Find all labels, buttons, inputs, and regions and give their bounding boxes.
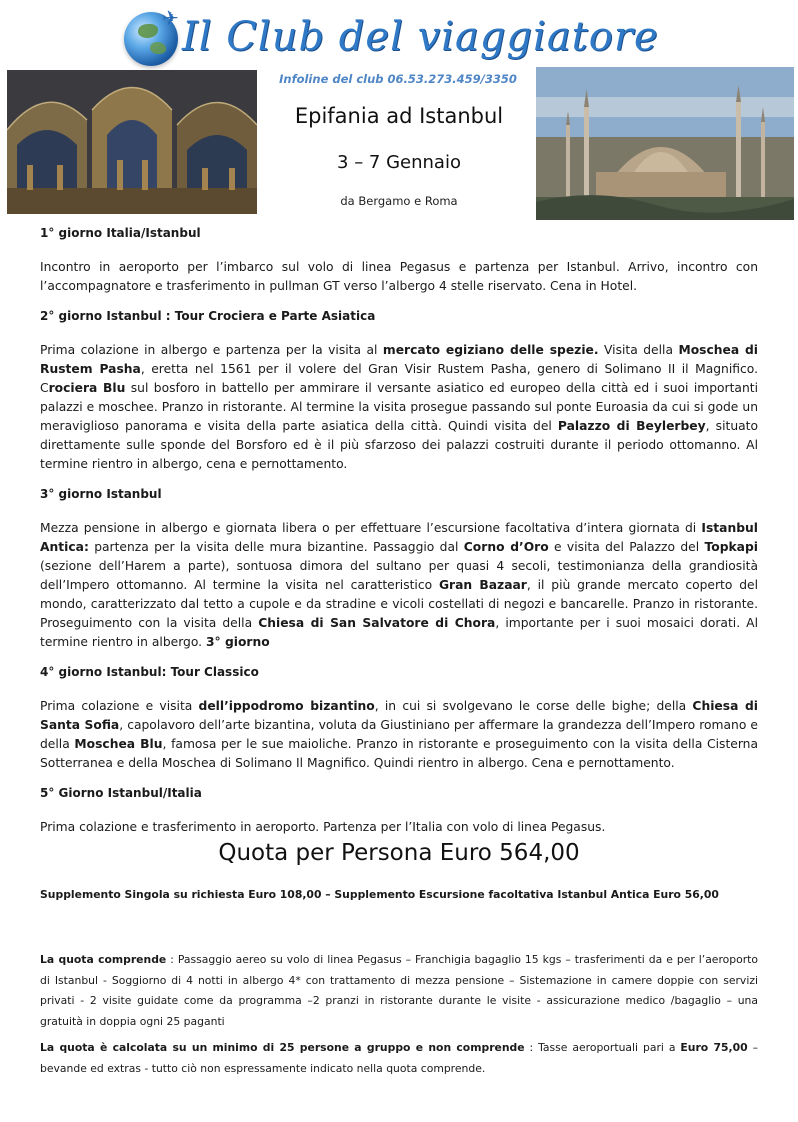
highlighted-text: Topkapi bbox=[704, 540, 758, 554]
non-comprende-label: La quota è calcolata su un minimo di 25 persone a gruppo e non comprende bbox=[40, 1041, 525, 1054]
highlighted-text: Gran Bazaar bbox=[438, 578, 527, 592]
highlighted-text: rociera Blu bbox=[48, 381, 126, 395]
club-logo bbox=[124, 6, 664, 66]
day-1 bbox=[40, 226, 758, 296]
comprende-text: : Passaggio aereo su volo di linea Pegasus – Franchigia bagaglio 15 kgs – trasferimenti da e per l’aeroporto di Istanbul - Soggiorno di 4 notti in albergo 4* con trattamento di mezza pensione – Sistemazione in camere doppie con servizi privati - 2 visite guidate come da programma –2 pranzi in ristorante durante le visite - assicurazione medico /bagaglio – una gratuità in doppia ogni 25 paganti bbox=[40, 953, 758, 1028]
text-run: , importante per i suoi mosaici dorati. Al termine rientro in albergo. bbox=[40, 616, 759, 649]
highlighted-text: Chiesa di Santa Sofia bbox=[40, 699, 758, 732]
airplane-icon: ✈ bbox=[162, 6, 179, 30]
text-run: Mezza pensione in albergo e giornata libera o per effettuare l’escursione facoltativa d’intera giornata di bbox=[40, 521, 702, 535]
infoline: Infoline del club 06.53.273.459/3350 bbox=[279, 72, 517, 86]
highlighted-text: Palazzo di Beylerbey bbox=[557, 419, 706, 433]
highlighted-text: Moschea di Rustem Pasha bbox=[40, 343, 758, 376]
text-run: sul bosforo in battello per ammirare il versante asiatico ed europeo della città ed i suoi importanti palazzi e moschee. Pranzo in ristorante. Al termine la visita prosegue passando sul ponte Euroasia da cui si gode un meraviglioso panorama e visita della parte asiatica della città. Quindi visita del bbox=[40, 381, 758, 433]
trip-dates: 3 – 7 Gennaio bbox=[337, 152, 461, 173]
day-description bbox=[40, 341, 758, 474]
logo-text: Il Club del viaggiatore bbox=[182, 14, 659, 60]
text-run: , il più grande mercato coperto del mondo, caratterizzato dal tetto a cupole e da stradine e vicoli costellati di negozi e bancarelle. Pranzo in ristorante. Proseguimento con la visita della bbox=[40, 578, 758, 630]
text-run: Prima colazione in albergo e partenza per la visita al bbox=[40, 343, 383, 357]
day-4 bbox=[40, 665, 758, 773]
day-description bbox=[40, 258, 758, 296]
text-run: , eretta nel 1561 per il volere del Gran Visir Rustem Pasha, genero di Solimano II il Magnifico. C bbox=[40, 362, 758, 395]
day-description bbox=[40, 519, 758, 652]
quota-non-comprende bbox=[40, 1038, 758, 1079]
day-title: 4° giorno Istanbul: Tour Classico bbox=[40, 665, 259, 679]
comprende-label: La quota comprende bbox=[40, 953, 167, 966]
day-2 bbox=[40, 309, 758, 474]
mosque-interior-photo bbox=[7, 70, 257, 214]
trip-title: Epifania ad Istanbul bbox=[294, 104, 504, 128]
highlighted-text: dell’ippodromo bizantino bbox=[198, 699, 375, 713]
text-run: , in cui si svolgevano le corse delle bighe; della bbox=[374, 699, 693, 713]
highlighted-text: Moschea Blu bbox=[74, 737, 163, 751]
day-description bbox=[40, 697, 758, 773]
airport-tax: Euro 75,00 bbox=[680, 1041, 748, 1054]
supplement-text: Supplemento Singola su richiesta Euro 108,00 – Supplemento Escursione facoltativa Istanbul Antica Euro 56,00 bbox=[40, 888, 719, 901]
day-3 bbox=[40, 487, 758, 652]
day-title: 2° giorno Istanbul : Tour Crociera e Parte Asiatica bbox=[40, 309, 376, 323]
text-run: Prima colazione e visita bbox=[40, 699, 199, 713]
highlighted-text: Corno d’Oro bbox=[463, 540, 549, 554]
hagia-sophia-photo bbox=[536, 67, 794, 220]
day-title: 3° giorno Istanbul bbox=[40, 487, 162, 501]
text-run: e visita del Palazzo del bbox=[548, 540, 705, 554]
text-run: Visita della bbox=[598, 343, 679, 357]
day-5 bbox=[40, 786, 758, 837]
text-run: , famosa per le sue maioliche. Pranzo in ristorante e proseguimento con la visita della Cisterna Sotterranea e della Moschea di Solimano Il Magnifico. Quindi rientro in albergo. Cena e pernottamento. bbox=[40, 737, 758, 770]
trip-origin: da Bergamo e Roma bbox=[340, 194, 458, 208]
highlighted-text: 3° giorno bbox=[205, 635, 270, 649]
highlighted-text: Istanbul Antica: bbox=[40, 521, 758, 554]
highlighted-text: Chiesa di San Salvatore di Chora bbox=[258, 616, 496, 630]
price-heading: Quota per Persona Euro 564,00 bbox=[218, 840, 580, 866]
quota-comprende bbox=[40, 950, 758, 1032]
text-run: , capolavoro dell’arte bizantina, voluta da Giustiniano per affermare la grandezza dell’Impero romano e della bbox=[40, 718, 758, 751]
text-run: partenza per la visita delle mura bizantine. Passaggio dal bbox=[88, 540, 464, 554]
highlighted-text: mercato egiziano delle spezie. bbox=[382, 343, 599, 357]
day-title: 1° giorno Italia/Istanbul bbox=[40, 226, 201, 240]
itinerary bbox=[40, 226, 758, 850]
day-description bbox=[40, 818, 758, 837]
text-run: (sezione dell’Harem a parte), sontuosa dimora del sultano per quasi 4 secoli, testimonianza della grandiosità dell’Impero ottomanno. Al termine la visita nel caratteristico bbox=[40, 559, 758, 592]
non-comprende-text-1: : Tasse aeroportuali pari a bbox=[524, 1041, 681, 1054]
non-comprende-text-2: – bevande ed extras - tutto ciò non espressamente indicato nella quota comprende. bbox=[40, 1041, 758, 1075]
text-run: Prima colazione e trasferimento in aeroporto. Partenza per l’Italia con volo di linea Pegasus. bbox=[40, 820, 606, 834]
text-run: , situato direttamente sulle sponde del Borsforo ed è il più sfarzoso dei palazzi costruiti durante il periodo ottomanno. Al termine rientro in albergo, cena e pernottamento. bbox=[40, 419, 759, 471]
day-title: 5° Giorno Istanbul/Italia bbox=[40, 786, 202, 800]
text-run: Incontro in aeroporto per l’imbarco sul volo di linea Pegasus e partenza per Istanbul. Arrivo, incontro con l’accompagnatore e trasferimento in pullman GT verso l’albergo 4 stelle riservato. Cena in Hotel. bbox=[40, 260, 758, 293]
